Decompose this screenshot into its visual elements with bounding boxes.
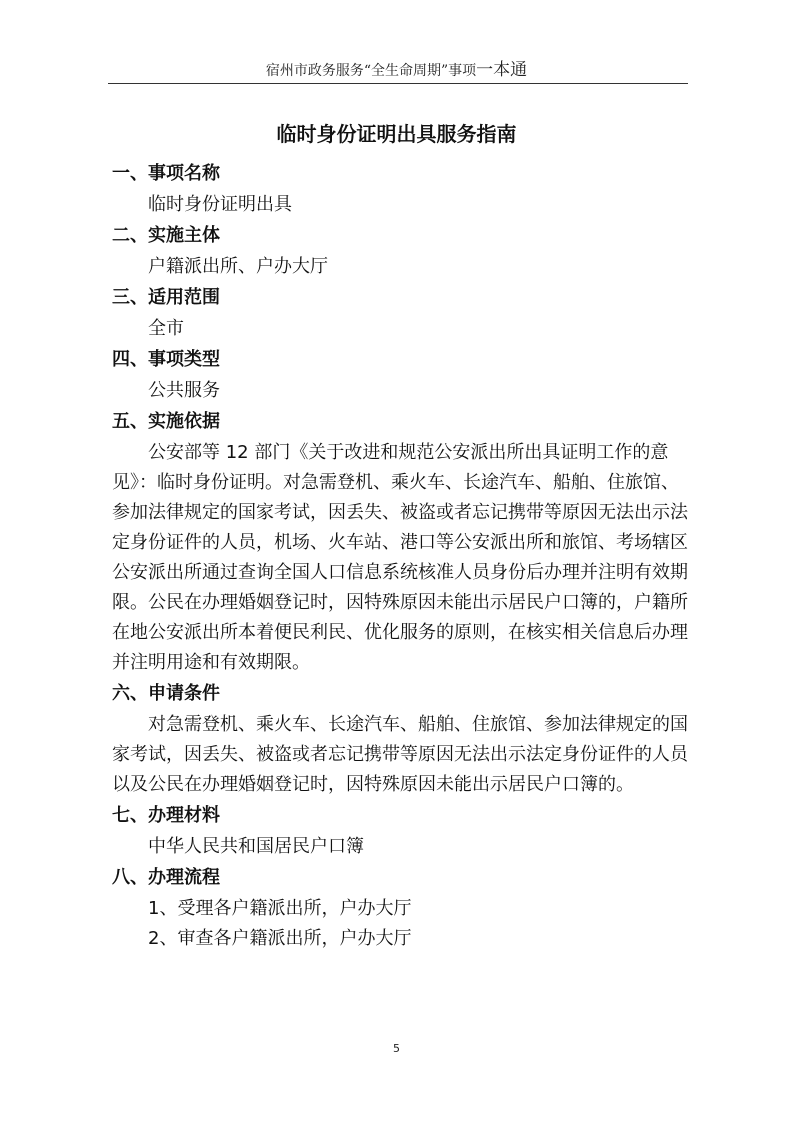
section-scope	[112, 282, 692, 344]
section-legal-basis	[112, 406, 692, 678]
section-item-name	[112, 158, 692, 220]
section-heading: 四、事项类型	[112, 349, 220, 370]
section-line: 公共服务	[148, 380, 220, 401]
section-materials	[112, 800, 692, 862]
section-heading: 五、实施依据	[112, 411, 220, 432]
header-rule	[108, 83, 688, 84]
section-paragraph: 对急需登机、乘火车、长途汽车、船舶、住旅馆、参加法律规定的国家考试，因丢失、被盗或者忘记携带等原因无法出示法定身份证件的人员以及公民在办理婚姻登记时，因特殊原因未能出示居民户口簿的。	[112, 714, 688, 795]
header-tail: 一本通	[476, 60, 528, 80]
section-heading: 二、实施主体	[112, 225, 220, 246]
section-conditions	[112, 678, 692, 800]
section-item-type	[112, 344, 692, 406]
section-implementing-body	[112, 220, 692, 282]
page-number: 5	[393, 1042, 400, 1055]
page-header	[0, 60, 793, 81]
section-heading: 六、申请条件	[112, 683, 220, 704]
section-paragraph: 公安部等 12 部门《关于改进和规范公安派出所出具证明工作的意见》：临时身份证明。对急需登机、乘火车、长途汽车、船舶、住旅馆、参加法律规定的国家考试，因丢失、被盗或者忘记携带等原因无法出示法定身份证件的人员，机场、火车站、港口等公安派出所和旅馆、考场辖区公安派出所通过查询全国人口信息系统核准人员身份后办理并注明有效期限。公民在办理婚姻登记时，因特殊原因未能出示居民户口簿的，户籍所在地公安派出所本着便民利民、优化服务的原则，在核实相关信息后办理并注明用途和有效期限。	[112, 442, 688, 673]
section-heading: 八、办理流程	[112, 867, 220, 888]
process-step: 2、审查各户籍派出所，户办大厅	[148, 928, 412, 949]
section-process	[112, 862, 692, 954]
section-heading: 三、适用范围	[112, 287, 220, 308]
section-heading: 七、办理材料	[112, 805, 220, 826]
document-title: 临时身份证明出具服务指南	[276, 122, 517, 146]
section-line: 临时身份证明出具	[148, 194, 292, 215]
section-line: 全市	[148, 318, 184, 339]
section-line: 中华人民共和国居民户口簿	[148, 836, 364, 857]
document-body	[112, 158, 692, 954]
process-step: 1、受理各户籍派出所，户办大厅	[148, 898, 412, 919]
section-line: 户籍派出所、户办大厅	[148, 256, 328, 277]
section-heading: 一、事项名称	[112, 163, 220, 184]
header-text: 宿州市政务服务“全生命周期”事项	[265, 63, 477, 79]
